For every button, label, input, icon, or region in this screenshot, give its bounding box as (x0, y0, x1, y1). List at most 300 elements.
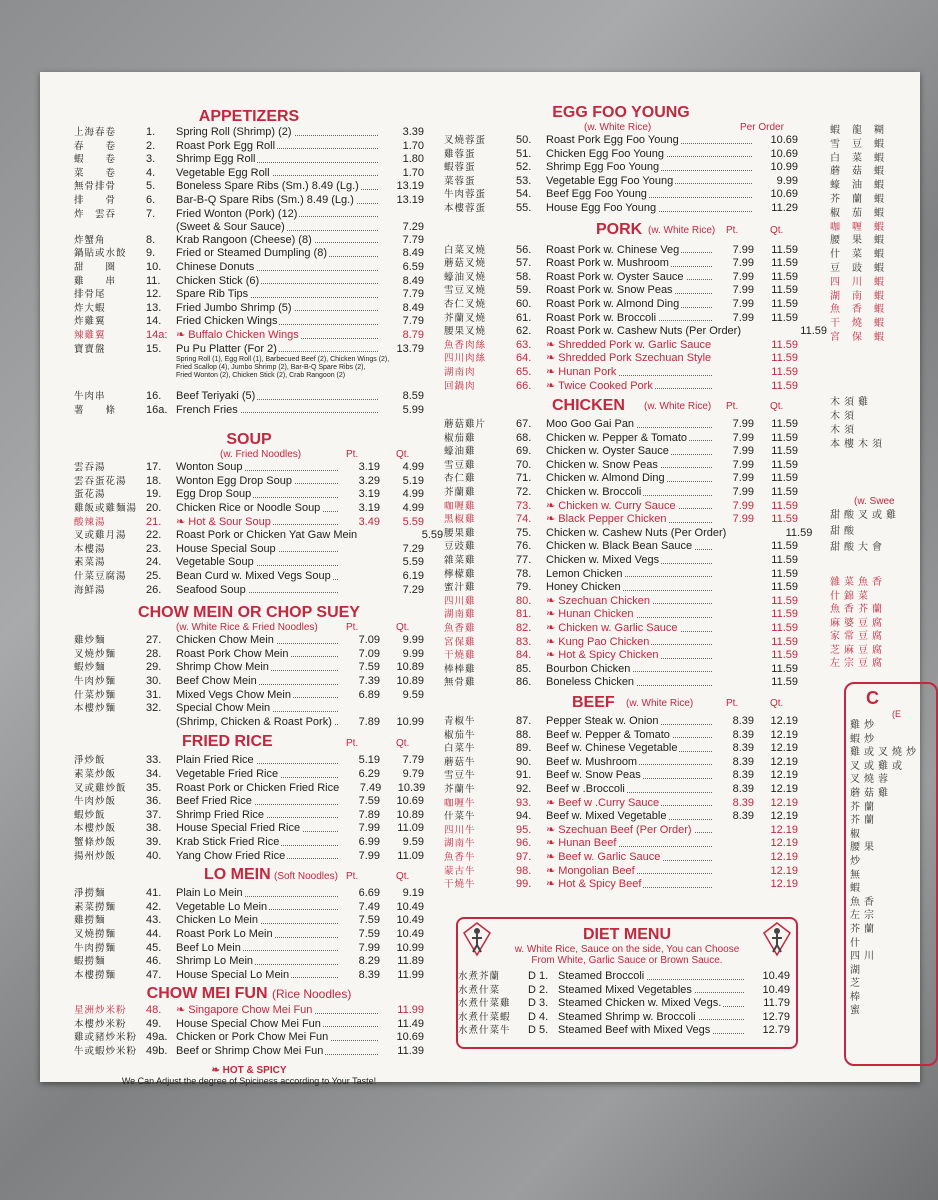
item-price-quart: 11.59 (771, 567, 798, 580)
item-name (176, 234, 380, 247)
hot-pepper-icon: ❧ (211, 1064, 223, 1076)
hot-pepper-icon: ❧ (546, 338, 559, 351)
item-name (176, 390, 380, 403)
strip-char-line: 叉或雞或 (850, 760, 906, 772)
menu-item (74, 140, 424, 154)
item-name-text: Beef w. Pepper & Tomato (546, 728, 670, 741)
strip-box: C (E 雞炒 蝦炒 雞或叉燒炒 叉或雞或 叉燒蓉 蘑菇雞 芥蘭 芥蘭 椒 腰果 炒 無 蝦 魚香 左宗 芥蘭 什 四川 湖 芝 棒 蜜 (844, 682, 938, 1066)
strip-row (830, 248, 896, 262)
item-chinese-name: 雜菜雞 (444, 555, 476, 567)
item-price-quart: 11.59 (771, 311, 798, 324)
item-number: 14a: (146, 328, 168, 341)
item-number: 54. (516, 188, 532, 201)
menu-item (444, 878, 798, 892)
item-name (546, 312, 714, 325)
item-name-text: ❧ Hunan Chicken (546, 608, 634, 621)
friedrice-list (74, 754, 424, 863)
item-price-quart: 10.89 (396, 661, 424, 674)
item-chinese-name: 四川雞 (444, 595, 476, 607)
item-name (546, 742, 714, 755)
item-number: 28. (146, 647, 162, 660)
pupu-description (74, 356, 424, 380)
item-chinese-name: 牛肉炒飯 (74, 796, 117, 808)
item-name (176, 675, 340, 688)
item-price-pint: 7.29 (402, 221, 424, 234)
item-name-text: Beef Fried Rice (176, 795, 252, 808)
item-name (546, 366, 714, 379)
item-price-pint: 7.89 (358, 715, 380, 728)
item-name (176, 809, 340, 822)
item-name (546, 568, 714, 581)
item-chinese-name: 菜 卷 (74, 167, 117, 179)
menu-item (74, 315, 424, 329)
item-name-text: Roast Pork Egg Roll (176, 139, 276, 152)
menu-item (444, 472, 798, 486)
item-price-quart: 12.19 (770, 714, 798, 727)
item-name-text: Beef w .Broccoli (546, 782, 625, 795)
menu-item (444, 339, 798, 353)
item-price-quart: 12.19 (770, 769, 798, 782)
item-name (176, 529, 359, 542)
item-chinese-name: 雞或豬炒米粉 (74, 1032, 138, 1044)
item-name (546, 472, 714, 485)
item-price-quart: 7.79 (402, 754, 424, 767)
item-name (546, 445, 714, 458)
item-number: D 3. (528, 997, 549, 1010)
meifun-list (74, 1004, 424, 1058)
item-price-pint: 7.59 (358, 795, 380, 808)
item-name-text: (Shrimp, Chicken & Roast Pork) (176, 715, 332, 728)
item-chinese-name: 蘑菇叉燒 (444, 258, 487, 270)
item-name-text: Fried Chicken Wings (176, 315, 278, 328)
diet-note: w. White Rice, Sauce on the side, You can Choose From White, Garlic Sauce or Brown Sauce. (514, 944, 740, 966)
menu-item (74, 502, 424, 516)
item-number: 1. (146, 126, 156, 138)
strip-row (830, 124, 896, 138)
menu-item (74, 234, 424, 248)
item-name (176, 901, 340, 914)
menu-item (74, 809, 424, 823)
item-name-text: ❧ Shredded Pork w. Garlic Sauce (546, 338, 712, 351)
strip-char: 蝦 (874, 249, 884, 261)
strip-char-line: 雜菜魚香 (830, 577, 886, 588)
item-price-pint: 13.19 (396, 193, 424, 206)
beef-header: BEEF (w. White Rice) Pt. Qt. (572, 693, 784, 711)
item-chinese-name: 叉燒炒麵 (74, 648, 117, 660)
item-price-quart: 5.19 (402, 474, 424, 487)
item-number: 55. (516, 201, 532, 214)
item-name-text: House Special Chow Mei Fun (176, 1017, 321, 1030)
item-number: 27. (146, 634, 162, 647)
item-price-pint: 3.29 (358, 474, 380, 487)
item-name-text: Plain Fried Rice (176, 754, 254, 767)
item-name (546, 824, 714, 837)
item-price-quart: 10.39 (397, 781, 426, 794)
item-price-pint: 7.99 (358, 849, 380, 862)
item-chinese-name: 什菜炒麵 (74, 689, 117, 701)
strip-char-line: 什錦菜 (830, 590, 872, 602)
strip-char: 宮 (830, 331, 840, 343)
menu-item (444, 298, 798, 312)
item-name (558, 970, 746, 983)
item-name-text: Vegetable Egg Foo Young (546, 174, 674, 187)
item-price-pint: 7.39 (358, 675, 380, 687)
strip-char: 咖 (830, 221, 840, 233)
item-price-pint: 12.79 (762, 1010, 790, 1023)
item-name (546, 554, 714, 567)
item-price-quart: 11.59 (771, 257, 798, 270)
item-name-text: Vegetable Soup (176, 556, 254, 569)
strip-char-line: 魚香芥蘭 (830, 604, 886, 615)
item-price-pint: 10.99 (770, 161, 798, 174)
item-price-pint: 1.70 (402, 139, 424, 152)
item-chinese-name: 叉或雞炒飯 (74, 782, 127, 794)
item-name (176, 782, 341, 795)
item-name (176, 556, 340, 569)
strip-char: 喱 (852, 221, 862, 233)
menu-item (74, 584, 424, 598)
menu-item (444, 257, 798, 271)
menu-item (74, 390, 424, 404)
item-chinese-name: 水煮什菜蝦 (458, 1011, 511, 1023)
menu-item (444, 188, 798, 202)
item-number: 44. (146, 927, 162, 940)
item-name-text: Roast Pork w. Cashew Nuts (Per Order) (546, 325, 742, 338)
item-chinese-name: 咖喱雞 (444, 500, 476, 512)
item-name (176, 1045, 380, 1058)
item-price-pint: 8.49 (402, 247, 424, 260)
item-price-pint: 7.09 (358, 634, 380, 647)
item-number: 95. (516, 823, 532, 836)
hot-pepper-icon: ❧ (176, 328, 189, 341)
menu-item (444, 824, 798, 838)
item-chinese-name: 檸檬雞 (444, 568, 476, 580)
item-chinese-name: 蜜汁雞 (444, 582, 476, 594)
menu-item (444, 608, 798, 622)
item-number: 45. (146, 941, 162, 954)
item-price-quart: 10.89 (396, 675, 424, 687)
item-name (176, 167, 380, 180)
item-name (546, 298, 714, 311)
strip-char: 蝦 (874, 207, 884, 219)
item-number: 43. (146, 914, 162, 927)
item-chinese-name: 魚香牛 (444, 851, 476, 863)
item-name-text: Shrimp Chow Mein (176, 661, 269, 674)
strip-sweet-label: (w. Swee (854, 496, 895, 507)
menu-item (74, 570, 424, 584)
item-name (546, 663, 714, 676)
item-price-quart: 11.59 (771, 352, 798, 365)
item-number: 61. (516, 311, 532, 324)
item-name-text: ❧ Mongolian Beef (546, 864, 635, 877)
strip-char-line: 木須雞 (830, 397, 872, 408)
menu-item (74, 180, 424, 194)
menu-item (74, 887, 424, 901)
item-price-pint: 7.99 (732, 257, 754, 270)
item-name-text: ❧ Kung Pao Chicken (546, 635, 650, 648)
item-name (176, 914, 340, 927)
item-name (176, 942, 340, 955)
soup-title: SOUP (226, 431, 272, 449)
item-number: 78. (516, 567, 532, 580)
strip-char-line: 蝦 (850, 883, 864, 895)
item-price-quart: 4.99 (402, 461, 424, 474)
menu-item (444, 636, 798, 650)
item-price-pint: 8.49 (402, 301, 424, 314)
item-name (546, 513, 714, 526)
item-chinese-name: 豆豉雞 (444, 541, 476, 553)
strip-char-line: 甜酸 (830, 526, 858, 537)
item-name-text: Chicken Lo Mein (176, 914, 258, 927)
item-price-quart: 11.59 (771, 486, 798, 499)
item-chinese-name: 湖南牛 (444, 838, 476, 850)
strip-char-line: 木須 (830, 425, 858, 436)
item-name-text: Chicken w. Snow Peas (546, 458, 658, 471)
item-name-text: House Special Lo Mein (176, 968, 290, 981)
item-number: 69. (516, 445, 532, 458)
item-chinese-name: 水煮什菜牛 (458, 1025, 511, 1037)
item-name (546, 636, 714, 649)
item-chinese-name: 四川牛 (444, 824, 476, 836)
item-price-quart: 11.59 (771, 635, 798, 648)
menu-item (74, 661, 424, 675)
item-chinese-name: 本樓炒飯 (74, 823, 117, 835)
item-name-text: (Sweet & Sour Sauce) (176, 221, 285, 234)
strip-char: 蝦 (874, 193, 884, 205)
item-number: 65. (516, 365, 532, 378)
strip-char-line: 芥蘭 (850, 923, 878, 935)
menu-item (74, 221, 424, 234)
item-chinese-name: 星洲炒米粉 (74, 1005, 127, 1017)
menu-item (74, 702, 424, 716)
item-number: 16a. (146, 403, 168, 416)
item-name-text: Bean Curd w. Mixed Vegs Soup (176, 570, 331, 583)
item-price-pint: 10.69 (770, 134, 798, 146)
pork-header: PORK (w. White Rice) Pt. Qt. (596, 220, 784, 238)
item-price-pint: 11.79 (763, 997, 790, 1010)
item-number: 87. (516, 714, 532, 727)
item-chinese-name: 杏仁叉燒 (444, 298, 487, 310)
item-name (546, 729, 714, 742)
item-price-quart: 12.19 (770, 850, 798, 863)
item-name (546, 595, 714, 608)
item-price-pint: 8.39 (732, 728, 754, 741)
item-name (176, 543, 340, 556)
menu-item (444, 161, 798, 175)
item-chinese-name: 蛋花湯 (74, 489, 106, 501)
strip-char: 白 (830, 152, 840, 164)
item-name-text: Fried or Steamed Dumpling (8) (176, 247, 328, 260)
item-chinese-name: 杏仁雞 (444, 473, 476, 485)
menu-item (444, 837, 798, 851)
item-name-text: ❧ Buffalo Chicken Wings (176, 328, 299, 341)
menu-item (444, 445, 798, 459)
menu-item (74, 543, 424, 557)
strip-char: 蝦 (874, 262, 884, 274)
strip-char-line: 什 (850, 937, 864, 949)
item-name-text: Chicken or Pork Chow Mei Fun (176, 1031, 329, 1044)
item-name-text: ❧ Hot & Spicy Chicken (546, 649, 659, 662)
item-name (176, 329, 380, 342)
item-price-quart: 5.59 (421, 529, 444, 542)
item-name-text: Spare Rib Tips (176, 288, 249, 301)
item-name-text: Fried Jumbo Shrimp (5) (176, 301, 292, 314)
item-name-text: Chicken w. Pepper & Tomato (546, 431, 688, 444)
item-name (176, 302, 380, 315)
menu-item (444, 148, 798, 162)
item-name-text: Chicken w. Broccoli (546, 486, 642, 499)
strip-char: 蝦 (874, 235, 884, 247)
strip-mid-chars (830, 396, 886, 452)
item-name-text: Seafood Soup (176, 583, 246, 596)
item-name-text: Chicken Stick (6) (176, 274, 260, 287)
item-number: 90. (516, 755, 532, 768)
item-name-text: Vegetable Lo Mein (176, 900, 268, 913)
strip-char-line: 棒 (850, 991, 864, 1003)
item-name-text: Shrimp Egg Foo Young (546, 161, 660, 174)
strip-char: 蝦 (874, 304, 884, 316)
item-name-text: Chicken w. Oyster Sauce (546, 445, 669, 458)
item-name-text: Roast Pork Lo Mein (176, 927, 273, 940)
item-price-pint: 13.19 (396, 180, 424, 193)
item-chinese-name: 叉燒撈麵 (74, 928, 117, 940)
item-chinese-name: 雞飯或雞麵湯 (74, 503, 138, 515)
item-price-pint: 7.99 (732, 418, 754, 431)
item-name (176, 928, 340, 941)
item-chinese-name: 雞撈麵 (74, 915, 106, 927)
menu-item (74, 1045, 424, 1059)
item-name (546, 540, 714, 553)
item-name-text: Beef w. Chinese Vegetable (546, 742, 678, 755)
item-name (546, 581, 714, 594)
strip-char-line: 芝 (850, 978, 864, 990)
strip-char-line: 芥蘭 (850, 801, 878, 813)
friedrice-header: FRIED RICE Pt. Qt. (182, 733, 410, 751)
strip-char: 豉 (852, 262, 862, 274)
item-number: 38. (146, 822, 162, 835)
item-name (546, 134, 754, 147)
item-number: 26. (146, 583, 162, 596)
item-chinese-name: 蒙古牛 (444, 865, 476, 877)
menu-item (444, 715, 798, 729)
item-name-text: Beef Teriyaki (5) (176, 390, 256, 403)
item-name (176, 584, 340, 597)
item-name-text: Roast Pork w. Chinese Veg (546, 243, 680, 256)
item-name-text: House Special Soup (176, 542, 276, 555)
item-price-quart: 9.99 (402, 647, 424, 660)
strip-char: 雪 (830, 138, 840, 150)
item-number: 59. (516, 284, 532, 297)
item-price-pint: 9.99 (776, 174, 798, 187)
item-name-text: ❧ Shredded Pork Szechuan Style (546, 352, 712, 365)
item-name (176, 288, 380, 301)
menu-item (74, 754, 424, 768)
item-name-text: Lemon Chicken (546, 567, 623, 580)
item-price-quart: 4.99 (402, 502, 424, 515)
item-number: 74. (516, 513, 532, 526)
item-number: 22. (146, 529, 162, 542)
dancer-right-icon (762, 921, 792, 957)
strip-char: 干 (830, 318, 840, 330)
item-price-pint: 11.49 (397, 1017, 424, 1030)
item-price-quart: 7.29 (402, 583, 424, 596)
menu-item (74, 689, 424, 703)
item-name-text: Shrimp Lo Mein (176, 955, 254, 968)
item-name-text: Beef Egg Foo Young (546, 188, 647, 201)
item-name (176, 850, 340, 863)
item-chinese-name: 回鍋肉 (444, 380, 476, 392)
item-chinese-name: 蝦蓉蛋 (444, 162, 476, 174)
menu-item (444, 851, 798, 865)
item-name-text: Pepper Steak w. Onion (546, 714, 659, 727)
item-price-quart: 12.19 (770, 782, 798, 795)
strip-char-line: 魚香 (850, 896, 878, 908)
item-name (546, 649, 714, 662)
strip-char: 四 (830, 276, 840, 288)
strip-row (830, 193, 896, 207)
hot-pepper-icon: ❧ (546, 796, 559, 809)
menu-item (444, 513, 798, 527)
item-number: 11. (146, 274, 161, 287)
item-name-text: Chicken w. Mixed Vegs (546, 554, 660, 567)
item-number: 37. (146, 808, 162, 821)
strip-char-line: 芥蘭 (850, 815, 878, 827)
dancer-left-icon (462, 921, 492, 957)
item-chinese-name: 魚香雞 (444, 623, 476, 634)
item-price-pint: 8.49 (402, 274, 424, 287)
item-number: D 2. (528, 983, 549, 996)
item-chinese-name: 炸蟹角 (74, 234, 106, 246)
item-price-pint: 10.49 (762, 983, 790, 996)
item-number: 84. (516, 649, 532, 662)
item-chinese-name: 雪豆牛 (444, 770, 476, 782)
item-number: 50. (516, 134, 532, 146)
item-name-text: Beef w. Snow Peas (546, 769, 641, 782)
strip-char-line: 木須 (830, 411, 858, 422)
strip-char-line: 湖 (850, 964, 864, 976)
item-name-text: Roast Pork w. Oyster Sauce (546, 270, 684, 283)
menu-item (444, 581, 798, 595)
strip-row (830, 290, 896, 304)
item-name (176, 822, 340, 835)
item-number: 7. (146, 207, 156, 220)
item-chinese-name: 蠔油叉燒 (444, 271, 487, 283)
item-price-pint: 7.99 (732, 513, 754, 526)
item-chinese-name: 黑椒雞 (444, 514, 476, 526)
item-name-text: Moo Goo Gai Pan (546, 418, 635, 431)
item-price-quart: 10.49 (396, 927, 424, 940)
item-chinese-name: 上海春卷 (74, 127, 117, 138)
item-name (546, 837, 714, 850)
pupu-description-line: Fried Scallop (4), Jumbo Shrimp (2), Bar-B-Q Spare Ribs (2), (176, 364, 366, 372)
strip-top-chars (830, 124, 896, 345)
item-number: 68. (516, 431, 532, 444)
item-number: 62. (516, 325, 532, 338)
item-number: 92. (516, 782, 532, 795)
item-chinese-name: 炸 雲吞 (74, 208, 117, 220)
eggfoo-list (444, 134, 798, 216)
item-name (176, 1018, 380, 1031)
item-name-text: ❧ Singapore Chow Mei Fun (176, 1004, 313, 1017)
item-number: 4. (146, 166, 156, 179)
item-name-text: Krab Rangoon (Cheese) (8) (176, 233, 312, 246)
strip-char: 香 (852, 304, 862, 316)
strip-char-line: 左宗豆腐 (830, 658, 886, 669)
strip-char: 蝦 (830, 125, 840, 136)
item-price-quart: 10.99 (396, 941, 424, 954)
item-number: 12. (146, 288, 162, 301)
item-number: 56. (516, 243, 532, 256)
